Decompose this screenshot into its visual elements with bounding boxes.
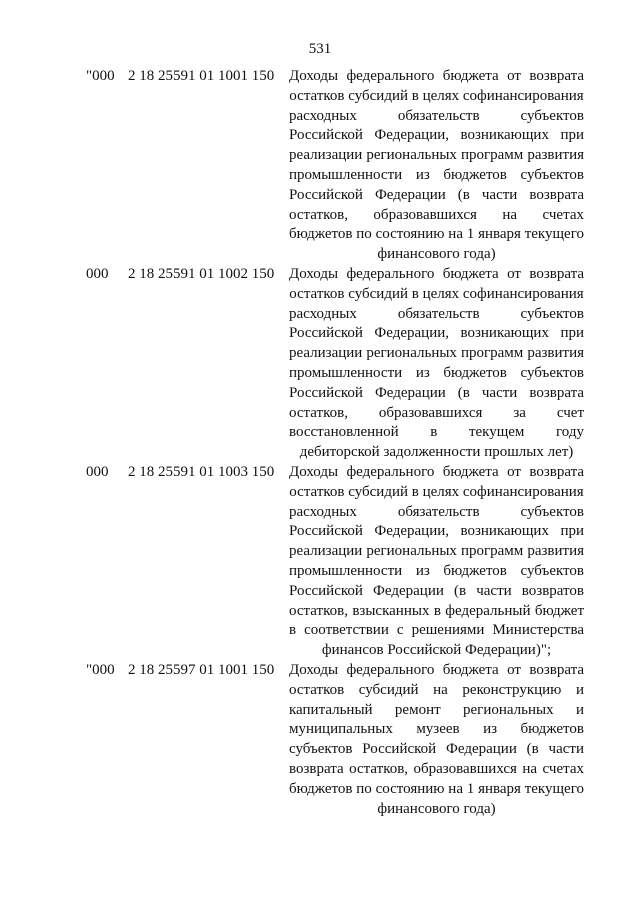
description-line: расходных обязательств субъектов: [289, 503, 584, 520]
description-line: Доходы федерального бюджета от возврата: [289, 266, 584, 282]
description-line: остатков субсидий в целях софинансирования: [289, 87, 584, 104]
admin-code: 000: [86, 464, 109, 480]
description-line: Доходы федерального бюджета от возврата: [289, 662, 584, 678]
description-line: Российской Федерации (в части возврата: [289, 186, 584, 203]
description-line: бюджетов по состоянию на 1 января текущего: [289, 780, 584, 797]
page-number: 531: [308, 41, 332, 57]
description-line: остатков субсидий в целях софинансирования: [289, 483, 584, 500]
description-line: Российской Федерации, возникающих при: [289, 523, 584, 540]
description-line: реализации региональных программ развития: [289, 543, 584, 560]
description-line: Российской Федерации (в части возврата: [289, 384, 584, 401]
description-line: Российской Федерации (в части возвратов: [289, 582, 584, 599]
description-line: реализации региональных программ развития: [289, 345, 584, 362]
entry-description: [289, 463, 584, 661]
description-line: в соответствии с решениями Министерства: [289, 622, 584, 639]
description-line: восстановленной в текущем году: [289, 424, 584, 441]
description-line: промышленности из бюджетов субъектов: [289, 562, 584, 579]
entry-description: [289, 265, 584, 463]
description-line: остатков, образовавшихся на счетах: [289, 206, 584, 223]
description-line: Российской Федерации, возникающих при: [289, 127, 584, 144]
description-line: муниципальных музеев из бюджетов: [289, 721, 584, 738]
description-line: возврата остатков, образовавшихся на счетах: [289, 760, 584, 777]
admin-code: 000: [86, 266, 109, 282]
description-line: промышленности из бюджетов субъектов: [289, 364, 584, 381]
description-line: остатков, взысканных в федеральный бюджет: [289, 602, 584, 619]
description-line: финансов Российской Федерации)";: [321, 642, 552, 659]
admin-code: "000: [86, 662, 115, 678]
description-line: промышленности из бюджетов субъектов: [289, 166, 584, 183]
description-line: остатков, образовавшихся за счет: [289, 404, 584, 421]
entry-description: [289, 661, 584, 819]
kbk-code: 2 18 25591 01 1003 150: [128, 464, 275, 480]
kbk-code: 2 18 25597 01 1001 150: [128, 662, 275, 678]
kbk-code: 2 18 25591 01 1002 150: [128, 266, 275, 282]
description-line: расходных обязательств субъектов: [289, 305, 584, 322]
description-line: финансового года): [377, 800, 496, 817]
entry-description: [289, 67, 584, 265]
admin-code: "000: [86, 68, 115, 84]
description-line: расходных обязательств субъектов: [289, 107, 584, 124]
description-line: реализации региональных программ развития: [289, 147, 584, 164]
description-line: Доходы федерального бюджета от возврата: [289, 464, 584, 480]
kbk-code: 2 18 25591 01 1001 150: [128, 68, 275, 84]
description-line: остатков субсидий в целях софинансирования: [289, 285, 584, 302]
description-line: субъектов Российской Федерации (в части: [289, 741, 584, 758]
description-line: бюджетов по состоянию на 1 января текущего: [289, 226, 584, 243]
description-line: Доходы федерального бюджета от возврата: [289, 68, 584, 84]
description-line: капитальный ремонт региональных и: [289, 701, 584, 718]
description-line: Российской Федерации, возникающих при: [289, 325, 584, 342]
description-line: финансового года): [377, 246, 496, 263]
description-line: дебиторской задолженности прошлых лет): [299, 444, 574, 461]
description-line: остатков субсидий на реконструкцию и: [289, 681, 584, 698]
